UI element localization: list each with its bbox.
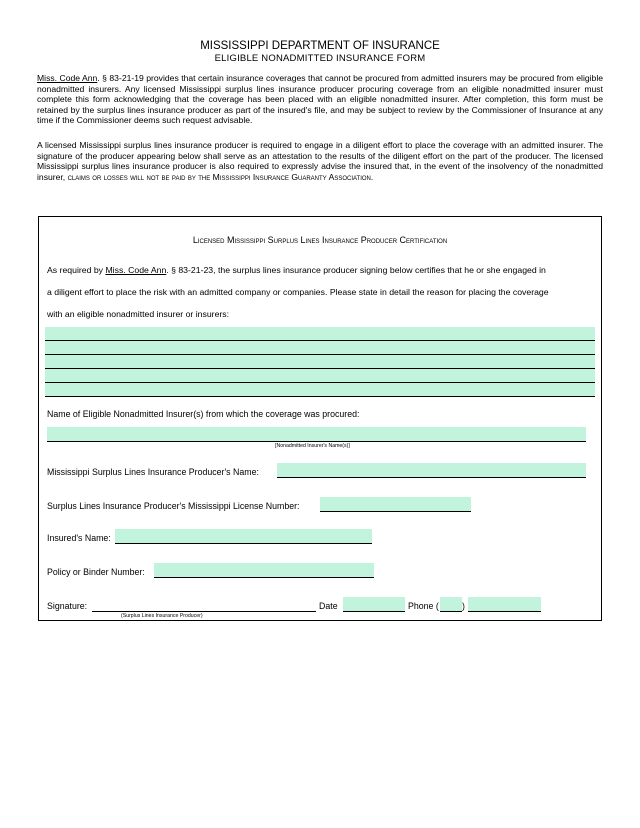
phone-label: Phone ( [408,601,439,611]
reason-line-1[interactable] [45,327,595,341]
guaranty-notice: claims or losses will not be paid by the Mississippi Insurance Guaranty Association. [67,171,374,182]
code-reference: Miss. Code Ann [105,265,167,275]
reason-line-4[interactable] [45,369,595,383]
reason-line-2[interactable] [45,341,595,355]
cert-text: As required by [47,265,106,275]
form-header [0,40,640,65]
certification-title: Licensed Mississippi Surplus Lines Insurance Producer Certification [192,235,448,245]
signature-line[interactable] [92,611,316,612]
certification-line-3: with an eligible nonadmitted insurer or insurers: [47,309,230,319]
insurer-caption: [Nonadmitted Insurer's Name(s)] [275,443,350,449]
intro-paragraph [37,73,603,126]
license-number-field[interactable] [320,497,471,512]
license-label: Surplus Lines Insurance Producer's Mississippi License Number: [47,501,300,511]
insured-name-field[interactable] [115,529,372,544]
cert-text: . § 83-21-23, the surplus lines insurance producer signing below certifies that he or she engaged in [166,265,546,275]
advisory-paragraph [37,140,603,182]
phone-number-field[interactable] [468,597,541,612]
phone-area-code-field[interactable] [440,597,462,612]
signature-label: Signature: [47,601,88,611]
reason-line-3[interactable] [45,355,595,369]
policy-number-field[interactable] [154,563,374,578]
signature-caption: (Surplus Lines Insurance Producer) [121,613,203,619]
producer-name-field[interactable] [277,463,586,478]
form-title: ELIGIBLE NONADMITTED INSURANCE FORM [214,53,426,64]
insurer-name-field[interactable] [47,427,586,442]
department-title: MISSISSIPPI DEPARTMENT OF INSURANCE [200,40,440,52]
producer-name-label: Mississippi Surplus Lines Insurance Producer's Name: [47,467,259,477]
code-reference: Miss. Code Ann [37,73,98,83]
advisory-text: A licensed Mississippi surplus lines insurance producer is required to engage in a diligent effort to place the coverage with an admitted insurer. The signature of the producer appearing below shall serve as an attestation to the results of the diligent effort on the part of the producer. The licensed Mississippi surplus lines insurance producer is also required to expressly advise the insured that, in the event of the insolvency of the nonadmitted insurer, [37,140,603,182]
certification-box [38,216,602,621]
date-label: Date [319,601,338,611]
policy-label: Policy or Binder Number: [47,567,145,577]
insurer-label: Name of Eligible Nonadmitted Insurer(s) from which the coverage was procured: [47,409,360,419]
intro-text: . § 83-21-19 provides that certain insurance coverages that cannot be procured from admitted insurers may be procured from eligible nonadmitted insurers. Any licensed Mississippi surplus lines insurance producer procuring coverage from an eligible nonadmitted insurer must complete this form acknowledging that the coverage has been placed with an eligible nonadmitted insurer. After completion, this form must be retained by the surplus lines insurance producer as part of the insured's file, and may be subject to review by the Commissioner of Insurance at any time if the Commissioner deems such request advisable. [37,73,604,126]
phone-close-paren: ) [462,601,465,611]
date-field[interactable] [343,597,405,612]
certification-line-2: a diligent effort to place the risk with an admitted company or companies. Please state in detail the reason for placing the coverage [47,287,549,297]
insured-label: Insured's Name: [47,533,111,543]
certification-line-1 [47,265,597,275]
reason-line-5[interactable] [45,383,595,397]
